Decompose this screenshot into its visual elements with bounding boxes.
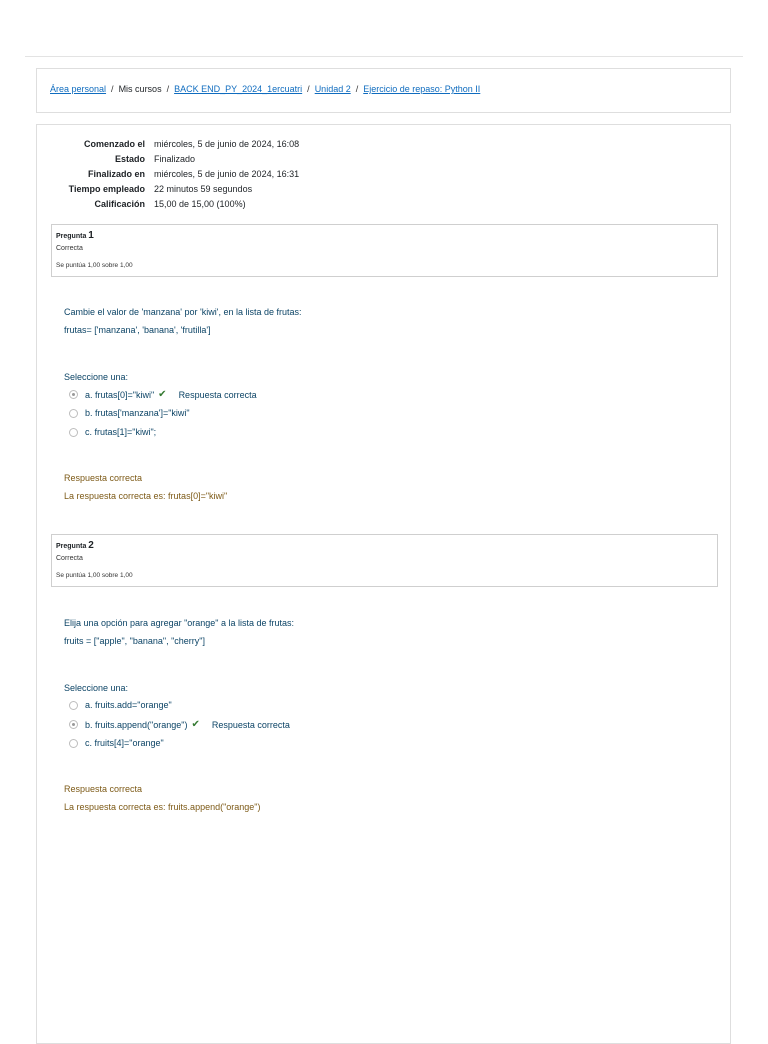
question-2-state: Correcta (56, 555, 83, 562)
breadcrumb-link-unit[interactable]: Unidad 2 (314, 84, 351, 94)
radio-button[interactable] (69, 739, 78, 748)
question-2-text: Elija una opción para agregar "orange" a la lista de frutas: fruits = ["apple", "banana", "cherry"] (64, 618, 295, 646)
breadcrumb-link-area-personal[interactable]: Área personal (50, 84, 107, 94)
radio-button[interactable] (69, 720, 78, 729)
question-1-feedback: Respuesta correcta La respuesta correcta es: frutas[0]="kiwi" (64, 473, 228, 501)
question-2-prompt: Seleccione una: (64, 683, 129, 693)
summary-row-state: Estado Finalizado (114, 154, 196, 164)
question-2-option-a[interactable]: a. fruits.add="orange" (69, 700, 172, 710)
question-2-grade: Se puntúa 1,00 sobre 1,00 (56, 572, 133, 579)
question-1-text: Cambie el valor de 'manzana' por 'kiwi', en la lista de frutas: frutas= ['manzana', 'banana', 'frutilla'] (64, 307, 302, 335)
question-1-number: Pregunta 1 (56, 230, 94, 241)
question-1-grade: Se puntúa 1,00 sobre 1,00 (56, 262, 133, 269)
question-1-prompt: Seleccione una: (64, 372, 129, 382)
breadcrumb: Área personal / Mis cursos / BACK END_PY_2024_1ercuatri / Unidad 2 / Ejercicio de repaso: Python II (50, 84, 481, 94)
summary-row-grade: Calificación 15,00 de 15,00 (100%) (94, 199, 246, 209)
breadcrumb-mis-cursos: Mis cursos (118, 84, 162, 94)
radio-button[interactable] (69, 390, 78, 399)
check-icon: ✔ (191, 719, 200, 730)
question-2-info (51, 534, 718, 587)
question-2-option-c[interactable]: c. fruits[4]="orange" (69, 738, 164, 748)
breadcrumb-link-course[interactable]: BACK END_PY_2024_1ercuatri (174, 84, 303, 94)
question-2-number: Pregunta 2 (56, 540, 94, 551)
question-1-option-a[interactable]: a. frutas[0]="kiwi" ✔ Respuesta correcta (69, 389, 257, 400)
attempt-summary-table (37, 139, 299, 214)
question-1-state: Correcta (56, 245, 83, 252)
question-2-feedback: Respuesta correcta La respuesta correcta es: fruits.append("orange") (64, 784, 261, 812)
summary-row-time: Tiempo empleado 22 minutos 59 segundos (68, 184, 253, 194)
question-1-info (51, 224, 718, 277)
option-feedback: Respuesta correcta (178, 389, 257, 400)
breadcrumb-container (36, 68, 731, 113)
question-1-option-b[interactable]: b. frutas['manzana']="kiwi" (69, 408, 190, 418)
radio-button[interactable] (69, 701, 78, 710)
radio-button[interactable] (69, 428, 78, 437)
radio-button[interactable] (69, 409, 78, 418)
quiz-review-container (36, 124, 731, 1044)
question-1-option-c[interactable]: c. frutas[1]="kiwi"; (69, 427, 156, 437)
breadcrumb-link-exercise[interactable]: Ejercicio de repaso: Python II (363, 84, 481, 94)
option-feedback: Respuesta correcta (211, 719, 290, 730)
summary-row-started: Comenzado el miércoles, 5 de junio de 2024, 16:08 (83, 139, 300, 149)
summary-row-finished: Finalizado en miércoles, 5 de junio de 2024, 16:31 (87, 169, 300, 179)
check-icon: ✔ (158, 389, 167, 400)
question-2-option-b[interactable]: b. fruits.append("orange") ✔ Respuesta correcta (69, 719, 290, 730)
top-divider (25, 56, 743, 57)
